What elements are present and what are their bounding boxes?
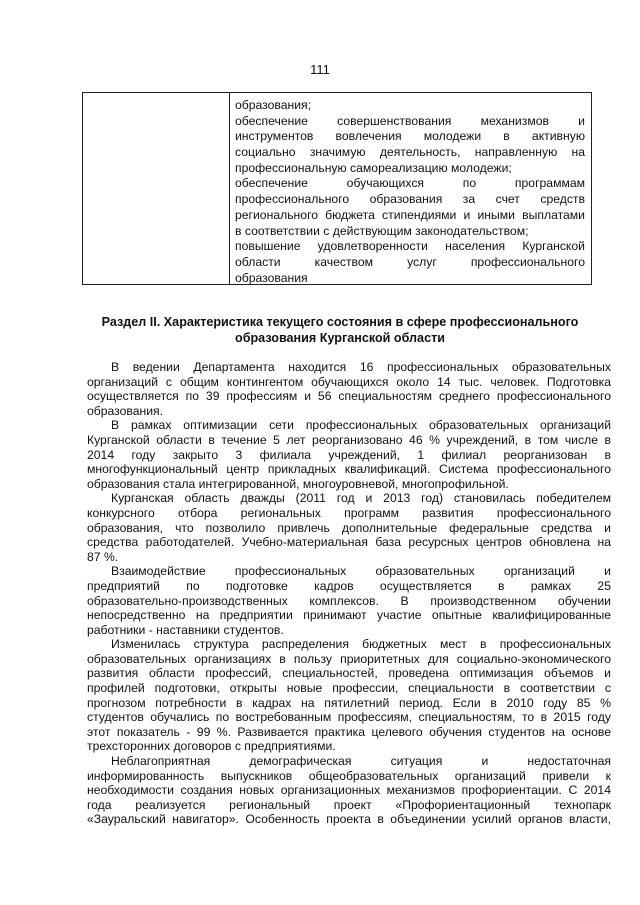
table-line: повышение удовлетворенности населения Курганской (235, 239, 585, 254)
paragraph-line: образовательных организациях в пользу приоритетных для социально-экономического (87, 651, 611, 666)
paragraph-line: средства работодателей. Учебно-материальная база ресурсных центров обновлена на (87, 535, 611, 550)
paragraph-line: образовательно-производственных комплексов. В производственном обучении (87, 593, 611, 608)
paragraph-line: В рамках оптимизации сети профессиональных образовательных организаций (111, 418, 611, 433)
paragraph (87, 754, 611, 827)
paragraph-line: конкурсного отбора региональных программ развития профессионального (87, 505, 611, 520)
section-title (60, 314, 620, 346)
paragraph-line: развития области профессий, специальностей, проведена оптимизация объемов и (87, 666, 611, 681)
paragraph-line: Взаимодействие профессиональных образовательных организаций и (111, 564, 611, 579)
paragraph-line: профилей подготовки, открыты новые профессии, специальности в соответствии с (87, 681, 611, 696)
table-line: обеспечение обучающихся по программам (235, 176, 585, 191)
paragraph (87, 360, 611, 418)
paragraph (87, 564, 611, 637)
paragraph-line: предприятий по подготовке кадров осуществляется в рамках 25 (87, 578, 611, 593)
table-line: обеспечение совершенствования механизмов и (235, 113, 585, 128)
page-number: 111 (310, 62, 330, 77)
paragraph-line: Неблагоприятная демографическая ситуация и недостаточная (111, 754, 611, 769)
paragraph-line: Курганская область дважды (2011 год и 2013 год) становилась победителем (111, 491, 611, 506)
table-line: области качеством услуг профессионального (235, 254, 585, 269)
paragraph-line: года реализуется региональный проект «Профориентационный технопарк (87, 797, 611, 812)
table-line: регионального бюджета стипендиями и иными выплатами (235, 207, 585, 222)
paragraph-line: «Зауральский навигатор». Особенность проекта в объединении усилий органов власти, (87, 812, 611, 827)
paragraph-line: прогнозом потребности в кадрах на пятилетний период. Если в 2010 году 85 % (87, 695, 611, 710)
table-text-cell (229, 93, 591, 284)
section-title-line: Раздел II. Характеристика текущего состояния в сфере профессионального (101, 315, 579, 329)
paragraph-line: В ведении Департамента находится 16 профессиональных образовательных (111, 360, 611, 374)
table-line: образования; (235, 98, 312, 112)
table-line: в соответствии с действующим законодательством; (235, 223, 529, 238)
paragraph-line: 2014 году закрыто 3 филиала учреждений, 1 филиал реорганизован в (87, 447, 611, 462)
paragraph-line: организаций с общим контингентом обучающихся около 14 тыс. человек. Подготовка (87, 374, 611, 389)
body-text (87, 360, 611, 827)
paragraph-line: этот показатель - 99 %. Развивается практика целевого обучения студентов на основе (87, 724, 611, 739)
table-line: профессионального образования за счет средств (235, 192, 585, 207)
paragraph-line: Курганской области в течение 5 лет реорганизовано 46 % учреждений, в том числе в (87, 432, 611, 447)
continuation-table (82, 92, 592, 285)
paragraph (87, 418, 611, 491)
paragraph-line: образования стала интегрированной, многоуровневой, многопрофильной. (87, 476, 509, 491)
table-line: профессиональную самореализацию молодежи; (235, 160, 512, 175)
paragraph-line: 87 %. (87, 549, 119, 564)
table-line: инструментов вовлечения молодежи в активную (235, 129, 585, 144)
table-empty-cell (83, 93, 230, 284)
paragraph (87, 491, 611, 564)
section-title-line: образования Курганской области (235, 331, 445, 345)
table-line: образования (235, 270, 308, 285)
paragraph-line: образования. (87, 403, 164, 418)
paragraph-line: многофункциональный центр прикладных квалификаций. Система профессионального (87, 462, 611, 477)
paragraph (87, 637, 611, 754)
paragraph-line: осуществляется по 39 профессиям и 56 специальностям среднего профессионального (87, 389, 611, 404)
table-line: социально значимую деятельность, направленную на (235, 145, 585, 160)
paragraph-line: работники - наставники студентов. (87, 622, 284, 637)
paragraph-line: непосредственно на предприятии принимают участие опытные квалифицированные (87, 608, 611, 623)
paragraph-line: образования, что позволило привлечь дополнительные федеральные средства и (87, 520, 611, 535)
paragraph-line: Изменилась структура распределения бюджетных мест в профессиональных (111, 637, 611, 652)
paragraph-line: студентов обучались по востребованным профессиям, специальностям, то в 2015 году (87, 710, 611, 725)
paragraph-line: трехсторонних договоров с предприятиями. (87, 739, 336, 754)
paragraph-line: информированность выпускников общеобразовательных организаций привели к (87, 768, 611, 783)
paragraph-line: необходимости создания новых организационных механизмов профориентации. С 2014 (87, 783, 611, 798)
